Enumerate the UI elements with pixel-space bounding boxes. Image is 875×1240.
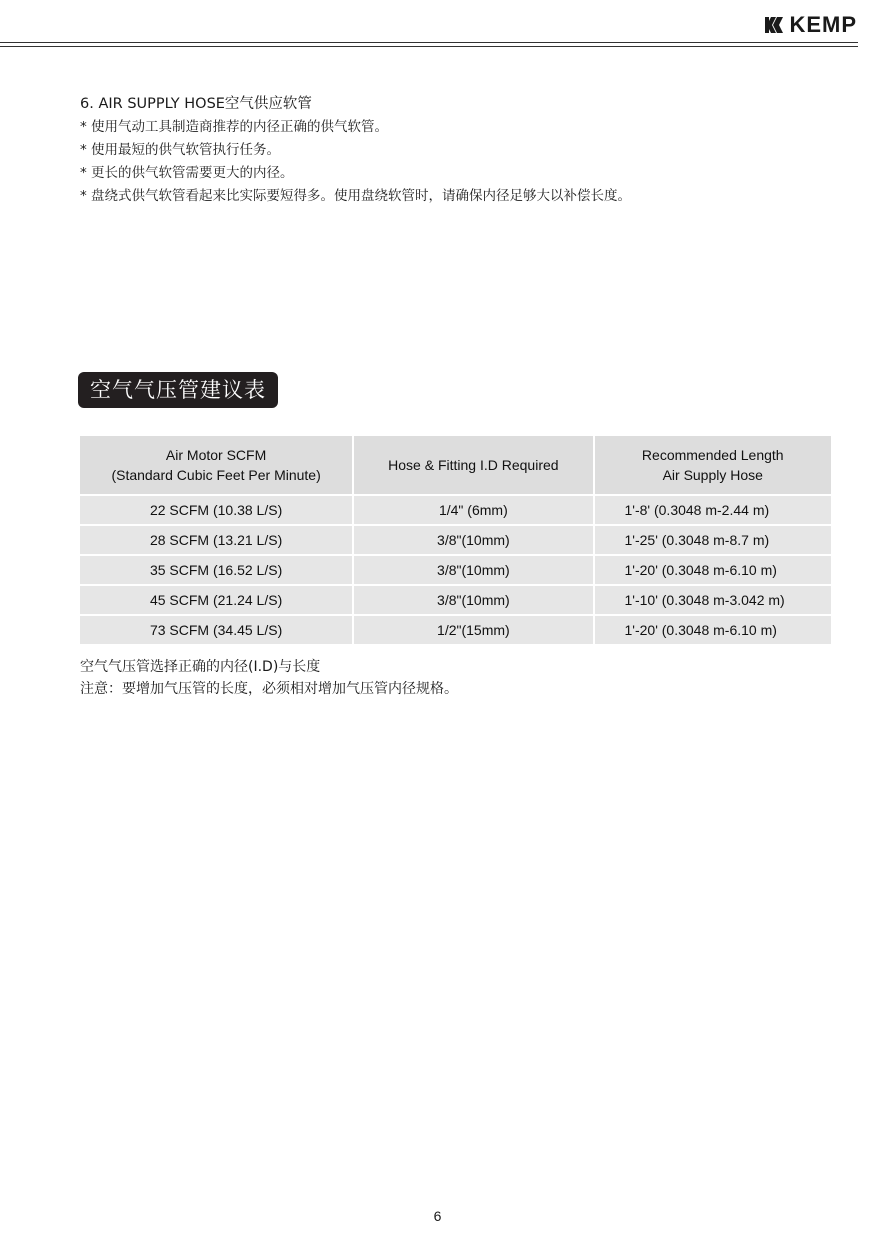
- table-row: [79, 525, 832, 555]
- page-number: 6: [433, 1208, 442, 1224]
- table-row: [79, 495, 832, 525]
- table-cell-length: 1'-25' (0.3048 m-8.7 m): [594, 525, 832, 555]
- table-cell-length: 1'-20' (0.3048 m-6.10 m): [594, 615, 832, 645]
- section-title: 6. AIR SUPPLY HOSE空气供应软管: [80, 96, 312, 112]
- column-header-length: Recommended Length Air Supply Hose: [594, 435, 832, 495]
- guideline-item: * 使用最短的供气软管执行任务。: [80, 142, 281, 158]
- table-cell-id: 3/8"(10mm): [353, 555, 593, 585]
- guideline-list: [80, 116, 631, 208]
- table-cell-scfm: 28 SCFM (13.21 L/S): [79, 525, 353, 555]
- column-header-scfm: Air Motor SCFM (Standard Cubic Feet Per Minute): [79, 435, 353, 495]
- guideline-item: * 更长的供气软管需要更大的内径。: [80, 165, 294, 181]
- table-cell-id: 1/4" (6mm): [353, 495, 593, 525]
- table-cell-id: 1/2"(15mm): [353, 615, 593, 645]
- kemp-logo-icon: [764, 15, 784, 35]
- guideline-item: * 使用气动工具制造商推荐的内径正确的供气软管。: [80, 119, 389, 135]
- table-title-badge: 空气气压管建议表: [78, 372, 278, 408]
- table-cell-scfm: 73 SCFM (34.45 L/S): [79, 615, 353, 645]
- table-row: [79, 615, 832, 645]
- hose-spec-table: [78, 434, 833, 646]
- brand-logo: [764, 12, 857, 38]
- table-cell-scfm: 45 SCFM (21.24 L/S): [79, 585, 353, 615]
- table-cell-length: 1'-20' (0.3048 m-6.10 m): [594, 555, 832, 585]
- table-row: [79, 555, 832, 585]
- table-cell-id: 3/8"(10mm): [353, 585, 593, 615]
- table-cell-length: 1'-10' (0.3048 m-3.042 m): [594, 585, 832, 615]
- table-cell-id: 3/8"(10mm): [353, 525, 593, 555]
- note-line: 空气气压管选择正确的内径(I.D)与长度: [80, 659, 321, 675]
- column-header-id: Hose & Fitting I.D Required: [353, 435, 593, 495]
- guideline-item: * 盘绕式供气软管看起来比实际要短得多。使用盘绕软管时，请确保内径足够大以补偿长度。: [80, 188, 632, 204]
- header-rule-top: [0, 42, 858, 43]
- table-cell-scfm: 22 SCFM (10.38 L/S): [79, 495, 353, 525]
- header-rule-bottom: [0, 46, 858, 47]
- table-header-row: [79, 435, 832, 495]
- note-line: 注意：要增加气压管的长度，必须相对增加气压管内径规格。: [80, 681, 458, 697]
- table-cell-length: 1'-8' (0.3048 m-2.44 m): [594, 495, 832, 525]
- table-notes: [80, 656, 458, 700]
- table-row: [79, 585, 832, 615]
- brand-name: KEMP: [789, 12, 857, 37]
- table-cell-scfm: 35 SCFM (16.52 L/S): [79, 555, 353, 585]
